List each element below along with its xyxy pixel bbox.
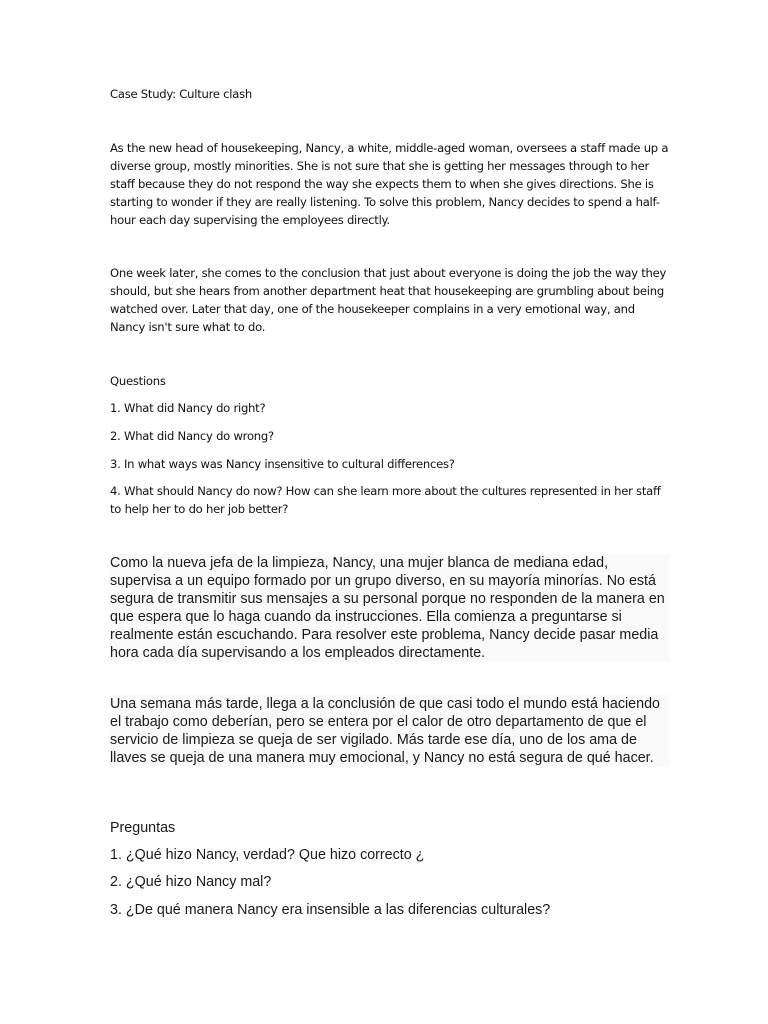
spanish-paragraph-2: Una semana más tarde, llega a la conclusión de que casi todo el mundo está haciendo el trabajo como deberían, pero se entera por el calor de otro departamento de que el servicio de limpieza se queja de ser vigilado. Más tarde ese día, uno de los ama de llaves se queja de una manera muy emocional, y Nancy no está segura de qué hacer.: [110, 695, 670, 767]
english-question-1: 1. What did Nancy do right?: [110, 401, 266, 415]
english-questions-heading: Questions: [110, 374, 166, 388]
english-question-4: 4. What should Nancy do now? How can she learn more about the cultures represented in her staff to help her to do her job better?: [110, 484, 661, 516]
spanish-paragraph-1: Como la nueva jefa de la limpieza, Nancy, una mujer blanca de mediana edad, supervisa a un equipo formado por un grupo diverso, en su mayoría minorías. No está segura de transmitir sus mensajes a su personal porque no responden de la manera en que espera que lo haga cuando da instrucciones. Ella comienza a preguntarse si realmente están escuchando. Para resolver este problema, Nancy decide pasar media hora cada día supervisando a los empleados directamente.: [110, 554, 670, 662]
spanish-question-2: 2. ¿Qué hizo Nancy mal?: [110, 874, 272, 890]
english-question-2: 2. What did Nancy do wrong?: [110, 429, 274, 443]
english-paragraph-2: One week later, she comes to the conclusion that just about everyone is doing the job the way they should, but she hears from another department heat that housekeeping are grumbling about being watched over. Later that day, one of the housekeeper complains in a very emotional way, and Nancy isn't sure what to do.: [110, 266, 667, 334]
case-study-title: Case Study: Culture clash: [110, 87, 253, 101]
english-paragraph-1: As the new head of housekeeping, Nancy, a white, middle-aged woman, oversees a staff made up a diverse group, mostly minorities. She is not sure that she is getting her messages through to her staff because they do not respond the way she expects them to when she gives directions. She is starting to wonder if they are really listening. To solve this problem, Nancy decides to spend a half-hour each day supervising the employees directly.: [110, 141, 669, 227]
spanish-question-3: 3. ¿De qué manera Nancy era insensible a las diferencias culturales?: [110, 902, 551, 918]
english-question-3: 3. In what ways was Nancy insensitive to cultural differences?: [110, 457, 455, 471]
spanish-question-1: 1. ¿Qué hizo Nancy, verdad? Que hizo correcto ¿: [110, 847, 425, 863]
spanish-questions-heading: Preguntas: [110, 820, 176, 836]
